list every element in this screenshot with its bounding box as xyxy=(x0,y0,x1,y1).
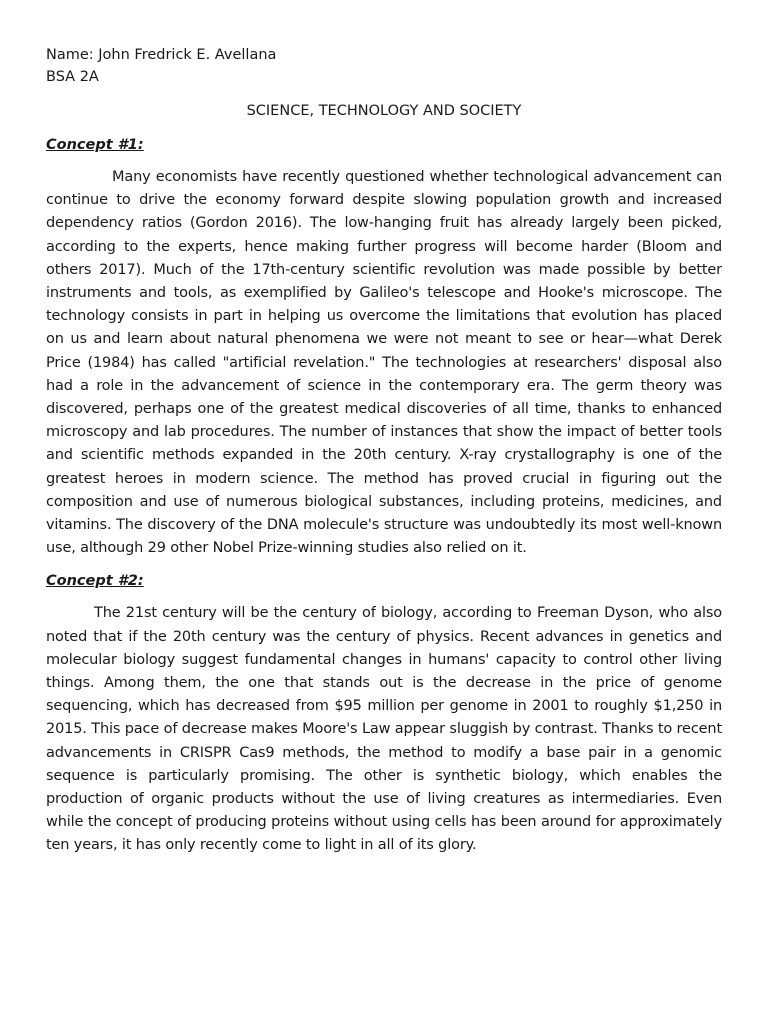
author-name: Name: John Fredrick E. Avellana xyxy=(46,47,277,63)
concept-2-heading: Concept #2: xyxy=(46,573,144,590)
concept-1-body: Many economists have recently questioned whether technological advancement can continue to drive the economy forward despite slowing population growth and increased dependency ratios (Gordon 2016). The low-hanging fruit has already largely been picked, according to the experts, hence making further progress will become harder (Bloom and others 2017). Much of the 17th-century scientific revolution was made possible by better instruments and tools, as exemplified by Galileo's telescope and Hooke's microscope. The technology consists in part in helping us overcome the limitations that evolution has placed on us and learn about natural phenomena we were not meant to see or hear—what Derek Price (1984) has called "artificial revelation." The technologies at researchers' disposal also had a role in the advancement of science in the contemporary era. The germ theory was discovered, perhaps one of the greatest medical discoveries of all time, thanks to enhanced microscopy and lab procedures. The number of instances that show the impact of better tools and scientific methods expanded in the 20th century. X-ray crystallography is one of the greatest heroes in modern science. The method has proved crucial in figuring out the composition and use of numerous biological substances, including proteins, medicines, and vitamins. The discovery of the DNA molecule's structure was undoubtedly its most well-known use, although 29 other Nobel Prize-winning studies also relied on it. xyxy=(46,169,722,557)
concept-2-section xyxy=(46,570,722,857)
concept-1-heading: Concept #1: xyxy=(46,137,144,153)
author-section: BSA 2A xyxy=(46,69,99,85)
concept-1-section xyxy=(46,134,722,560)
concept-2-body: The 21st century will be the century of biology, according to Freeman Dyson, who also noted that if the 20th century was the century of physics. Recent advances in genetics and molecular biology suggest fundamental changes in humans' capacity to control other living things. Among them, the one that stands out is the decrease in the price of genome sequencing, which has decreased from $95 million per genome in 2001 to roughly $1,250 in 2015. This pace of decrease makes Moore's Law appear sluggish by contrast. Thanks to recent advancements in CRISPR Cas9 methods, the method to modify a base pair in a genomic sequence is particularly promising. The other is synthetic biology, which enables the production of organic products without the use of living creatures as intermediaries. Even while the concept of producing proteins without using cells has been around for approximately ten years, it has only recently come to light in all of its glory. xyxy=(46,605,722,854)
document-title: SCIENCE, TECHNOLOGY AND SOCIETY xyxy=(246,103,522,119)
